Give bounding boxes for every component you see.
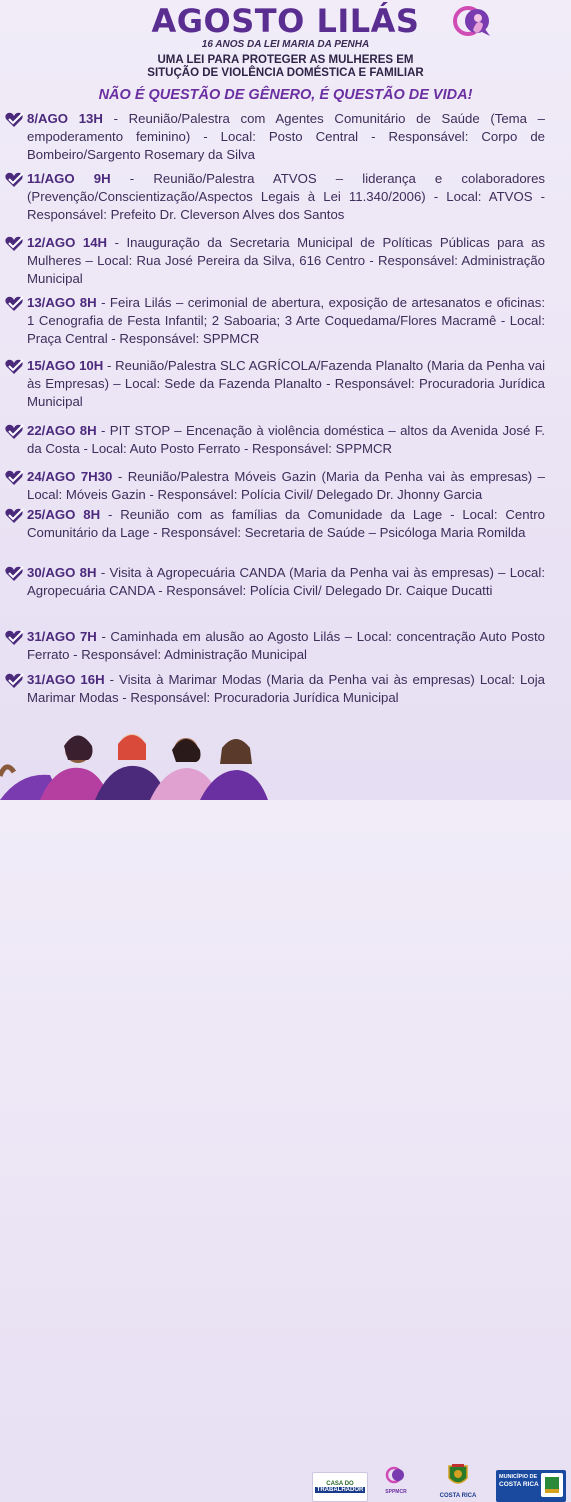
event-text	[27, 294, 545, 348]
coat-of-arms-icon	[447, 1464, 469, 1488]
subtitle: 16 ANOS DA LEI MARIA DA PENHA	[201, 39, 370, 50]
event-description: - Inauguração da Secretaria Municipal de Políticas Públicas para as Mulheres – Local: Rua José Pereira da Silva, 616 Centro - Responsável: Administração Municipal	[27, 235, 545, 286]
logo-municipio-line-2: COSTA RICA	[499, 1481, 539, 1488]
slogan: NÃO É QUESTÃO DE GÊNERO, É QUESTÃO DE VIDA!	[98, 87, 473, 103]
event-date: 11/AGO 9H	[27, 171, 111, 186]
heart-check-icon	[4, 112, 24, 128]
event-date: 30/AGO 8H	[27, 565, 97, 580]
page-title: AGOSTO LILÁS	[151, 2, 420, 40]
event-text	[27, 170, 545, 224]
event-description: - Visita à Agropecuária CANDA (Maria da Penha vai às empresas) – Local: Agropecuária CANDA - Responsável: Polícia Civil/ Delegado Dr. Caique Ducatti	[27, 565, 545, 598]
logo-casa-text-1: CASA DO	[326, 1481, 354, 1487]
event-date: 31/AGO 7H	[27, 629, 97, 644]
event-date: 13/AGO 8H	[27, 295, 97, 310]
footer	[0, 710, 571, 1499]
event-date: 31/AGO 16H	[27, 672, 105, 687]
event-description: - Reunião com as famílias da Comunidade da Lage - Local: Centro Comunitário da Lage - Responsável: Secretaria de Saúde – Psicóloga Maria Romilda	[27, 507, 545, 540]
municipio-crest-icon	[541, 1473, 563, 1497]
logo-sppmcr-text: SPPMCR	[385, 1489, 407, 1495]
event-date: 22/AGO 8H	[27, 423, 97, 438]
event-date: 12/AGO 14H	[27, 235, 108, 250]
event-description: - Reunião/Palestra ATVOS – liderança e colaboradores (Prevenção/Conscientização/Aspectos Legais à Lei 11.340/2006) - Local: ATVOS - Responsável: Prefeito Dr. Cleverson Alves dos Santos	[27, 171, 545, 222]
event-description: - Visita à Marimar Modas (Maria da Penha vai às empresas) Local: Loja Marimar Modas - Responsável: Procuradoria Jurídica Municipal	[27, 672, 545, 705]
logo-municipio-text	[499, 1474, 539, 1488]
event-description: - Reunião/Palestra com Agentes Comunitário de Saúde (Tema – empoderamento feminino) - Local: Posto Central - Responsável: Corpo de Bombeiro/Sargento Rosemary da Silva	[27, 111, 545, 162]
tagline-line-1: UMA LEI PARA PROTEGER AS MULHERES EM	[157, 54, 414, 66]
event-description: - Reunião/Palestra Móveis Gazin (Maria da Penha vai às empresas) – Local: Móveis Gazin - Responsável: Polícia Civil/ Delegado Dr. Jhonny Garcia	[27, 469, 546, 502]
event-date: 15/AGO 10H	[27, 358, 104, 373]
heart-check-icon	[4, 673, 24, 689]
logo-municipio-costa-rica	[496, 1470, 566, 1502]
event-description: - Feira Lilás – cerimonial de abertura, exposição de artesanatos e oficinas: 1 Cenografia de Festa Infantil; 2 Saboaria; 3 Arte Coquedama/Flores Macramê - Local: Praça Central - Responsável: SPPMCR	[27, 295, 545, 346]
logo-costa-rica-text: COSTA RICA	[439, 1493, 477, 1499]
tagline-line-2: SITUÇÃO DE VIOLÊNCIA DOMÉSTICA E FAMILIAR	[147, 67, 424, 79]
event-text	[27, 564, 545, 600]
heart-check-icon	[4, 172, 24, 188]
heart-check-icon	[4, 630, 24, 646]
event-date: 25/AGO 8H	[27, 507, 101, 522]
event-text	[27, 357, 545, 411]
women-illustration	[0, 720, 300, 800]
logo-casa-text-2: TRABALHADOR	[316, 1487, 364, 1493]
event-text	[27, 234, 545, 288]
heart-check-icon	[4, 296, 24, 312]
event-text	[27, 628, 545, 664]
heart-check-icon	[4, 566, 24, 582]
event-date: 24/AGO 7H30	[27, 469, 113, 484]
event-text	[27, 422, 545, 458]
sppmcr-emblem-icon	[384, 1466, 408, 1484]
event-text	[27, 671, 545, 707]
heart-check-icon	[4, 470, 24, 486]
event-date: 8/AGO 13H	[27, 111, 103, 126]
logo-costa-rica-coat	[425, 1464, 491, 1502]
logo-sppmcr	[372, 1466, 420, 1502]
event-text	[27, 110, 545, 164]
event-description: - PIT STOP – Encenação à violência doméstica – altos da Avenida José F. da Costa - Local: Auto Posto Ferrato - Responsável: SPPMCR	[27, 423, 545, 456]
logo-casa-do-trabalhador	[312, 1472, 368, 1502]
logo-municipio-line-1: MUNICÍPIO DE	[499, 1474, 538, 1480]
heart-check-icon	[4, 236, 24, 252]
heart-check-icon	[4, 424, 24, 440]
event-text	[27, 506, 545, 542]
heart-check-icon	[4, 359, 24, 375]
event-text	[27, 468, 545, 504]
event-description: - Reunião/Palestra SLC AGRÍCOLA/Fazenda Planalto (Maria da Penha vai às Empresas) – Local: Sede da Fazenda Planalto - Responsável: Procuradoria Jurídica Municipal	[27, 358, 545, 409]
event-description: - Caminhada em alusão ao Agosto Lilás – Local: concentração Auto Posto Ferrato - Responsável: Administração Municipal	[27, 629, 545, 662]
heart-check-icon	[4, 508, 24, 524]
women-speech-bubble-icon	[452, 4, 494, 40]
